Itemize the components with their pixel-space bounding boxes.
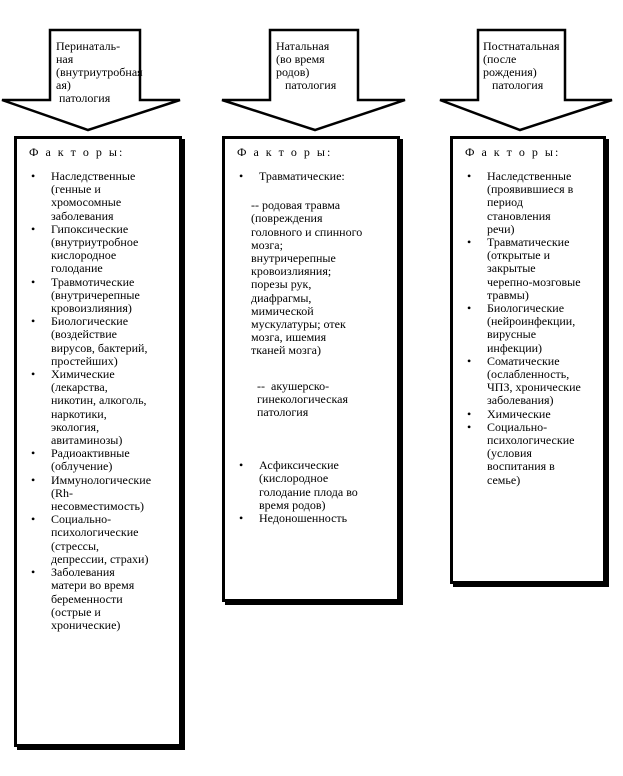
list-item: • Травматические (открытые и закрытые черепно-мозговые травмы) xyxy=(463,236,595,302)
list-item: • Соматические (ослабленность, ЧПЗ, хронические заболевания) xyxy=(463,355,595,408)
list-item: • Травмотические (внутричерепные кровоизлияния) xyxy=(27,276,171,316)
postnatal-factors-list xyxy=(463,170,595,487)
perinatal-factors-box xyxy=(14,136,182,747)
natal-arrow-label: Натальная (во время родов) патология xyxy=(276,39,337,92)
natal-trauma-detail-obstetric: -- акушерско- гинекологическая патология xyxy=(257,378,348,420)
natal-factors-list xyxy=(235,459,389,525)
list-item: • Биологические (воздействие вирусов, бактерий, простейших) xyxy=(27,315,171,368)
natal-factors-title: Ф а к т о р ы: xyxy=(237,145,333,159)
list-item: • Химические xyxy=(463,408,595,421)
perinatal-factors-title: Ф а к т о р ы: xyxy=(29,145,125,159)
perinatal-factors-list xyxy=(27,170,171,632)
postnatal-arrow-label: Постнатальная (после рождения) патология xyxy=(483,39,560,92)
list-item: • Социально- психологические (стрессы, депрессии, страхи) xyxy=(27,513,171,566)
list-item: • Социально- психологические (условия воспитания в семье) xyxy=(463,421,595,487)
postnatal-factors-title: Ф а к т о р ы: xyxy=(465,145,561,159)
list-item: • Иммунологические (Rh- несовместимость) xyxy=(27,474,171,514)
list-item: • Биологические (нейроинфекции, вирусные инфекции) xyxy=(463,302,595,355)
list-item: • Гипоксические (внутриутробное кислородное голодание xyxy=(27,223,171,276)
list-item: • Травматические: xyxy=(235,170,389,183)
list-item: • Химические (лекарства, никотин, алкоголь, наркотики, экология, авитаминозы) xyxy=(27,368,171,447)
list-item: • Наследственные (генные и хромосомные заболевания xyxy=(27,170,171,223)
list-item: • Радиоактивные (облучение) xyxy=(27,447,171,473)
perinatal-arrow-label: Перинаталь- ная (внутриутробная ая) патология xyxy=(56,39,143,105)
list-item: • Наследственные (проявившиеся в период становления речи) xyxy=(463,170,595,236)
postnatal-factors-box xyxy=(450,136,606,584)
list-item: • Заболевания матери во время беременности (острые и хронические) xyxy=(27,566,171,632)
list-item: • Асфиксические (кислородное голодание плода во время родов) xyxy=(235,459,389,512)
natal-factors-box xyxy=(222,136,400,602)
list-item: • Недоношенность xyxy=(235,512,389,525)
natal-trauma-list xyxy=(235,170,389,183)
natal-trauma-detail-birth: -- родовая травма (повреждения головного и спинного мозга; внутричерепные кровоизлияния; порезы рук, диафрагмы, мимической мускулатуры; отек мозга, ишемия тканей мозга) xyxy=(251,198,363,358)
